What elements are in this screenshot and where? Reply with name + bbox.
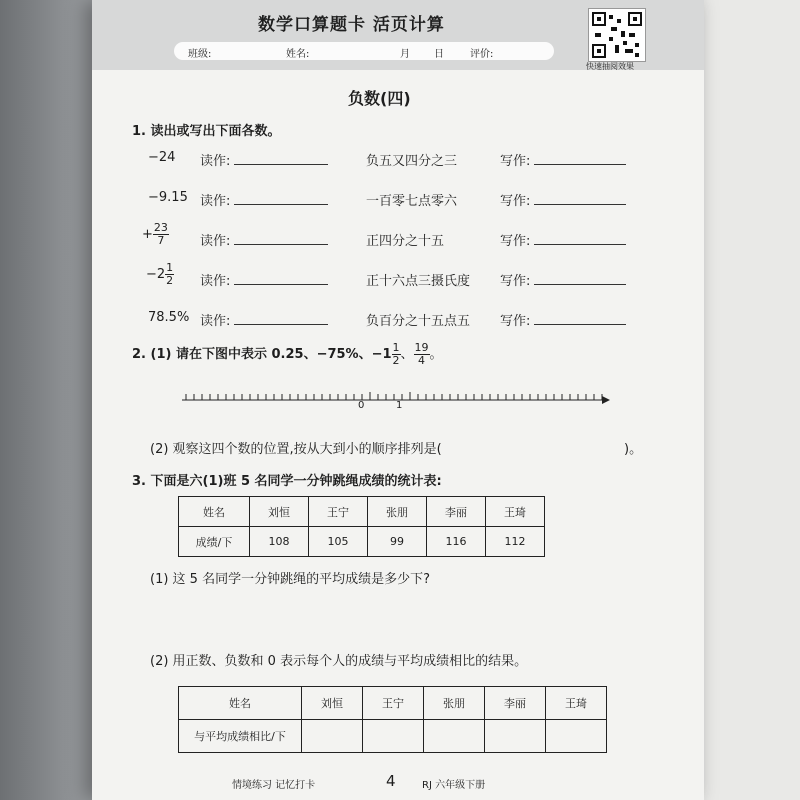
table-row (179, 720, 607, 753)
q1-word-3: 正四分之十五 (366, 234, 445, 249)
table-row (179, 497, 545, 527)
read-blank-4[interactable] (234, 284, 328, 285)
number-line-ticks (186, 392, 602, 400)
write-label-3: 写作: (500, 234, 531, 249)
write-blank-1[interactable] (534, 164, 626, 165)
table-cell: 姓名 (179, 497, 250, 527)
write-label-4: 写作: (500, 274, 531, 289)
read-blank-3[interactable] (234, 244, 328, 245)
q2-part1 (132, 342, 443, 367)
q3-sub2: (2) 用正数、负数和 0 表示每个人的成绩与平均成绩相比的结果。 (150, 654, 528, 669)
table-cell: 李丽 (427, 497, 486, 527)
fraction-neg-1-half: $\frac{1}{2}$ (392, 341, 400, 367)
plus-sign: + (142, 227, 153, 242)
page-title: 负数(四) (348, 89, 411, 108)
q1-item-1: −24 (148, 150, 176, 165)
header-band (92, 0, 704, 70)
q2-part1-text: 2. (1) 请在下图中表示 0.25、−75%、−1 (132, 347, 392, 362)
read-label-5: 读作: (200, 314, 231, 329)
fraction-19-4: $\frac{19}{4}$ (414, 341, 429, 367)
table-cell: 张朋 (368, 497, 427, 527)
read-blank-2[interactable] (234, 204, 328, 205)
q1-word-4: 正十六点三摄氏度 (366, 274, 471, 289)
q1-item-5: 78.5% (148, 310, 190, 325)
write-blank-5[interactable] (534, 324, 626, 325)
q3-sub1: (1) 这 5 名同学一分钟跳绳的平均成绩是多少下? (150, 572, 430, 587)
table-cell: 姓名 (179, 687, 302, 720)
answer-cell[interactable] (302, 720, 363, 753)
read-label-4: 读作: (200, 274, 231, 289)
suffix: 。 (429, 347, 443, 362)
table-cell: 112 (486, 527, 545, 557)
answer-cell[interactable] (485, 720, 546, 753)
q1-item-4 (146, 262, 174, 287)
table-cell: 李丽 (485, 687, 546, 720)
separator: 、 (400, 347, 414, 362)
table-row (179, 687, 607, 720)
table-cell: 王宁 (309, 497, 368, 527)
header-title: 数学口算题卡 活页计算 (258, 15, 445, 35)
underlying-page (704, 0, 800, 800)
footer-left: 情境练习 记忆打卡 (232, 780, 316, 791)
comparison-table (178, 686, 607, 753)
table-cell: 105 (309, 527, 368, 557)
worksheet-page (92, 0, 704, 800)
read-label-2: 读作: (200, 194, 231, 209)
student-info-bar (174, 42, 554, 60)
q2-part2: (2) 观察这四个数的位置,按从大到小的顺序排列是( (150, 442, 442, 457)
q2-part2-end: )。 (624, 442, 643, 457)
table-cell: 王宁 (363, 687, 424, 720)
rating-label: 评价: (470, 49, 494, 60)
fraction-1-2: $\frac{1}{2}$ (166, 261, 174, 287)
qr-caption: 快速抽阅效果 (586, 62, 634, 71)
table-cell: 与平均成绩相比/下 (179, 720, 302, 753)
read-blank-5[interactable] (234, 324, 328, 325)
q1-word-1: 负五又四分之三 (366, 154, 458, 169)
table-cell: 116 (427, 527, 486, 557)
table-cell: 99 (368, 527, 427, 557)
answer-cell[interactable] (546, 720, 607, 753)
table-cell: 王琦 (486, 497, 545, 527)
qr-code (588, 8, 646, 62)
q3-heading: 3. 下面是六(1)班 5 名同学一分钟跳绳成绩的统计表: (132, 474, 442, 489)
q1-word-5: 负百分之十五点五 (366, 314, 471, 329)
one-label: 1 (396, 400, 403, 411)
zero-label: 0 (358, 400, 365, 411)
fraction-23-7: $\frac{23}{7}$ (153, 221, 168, 247)
write-blank-2[interactable] (534, 204, 626, 205)
table-cell: 张朋 (424, 687, 485, 720)
day-label: 日 (434, 49, 444, 60)
footer-right: RJ 六年级下册 (422, 780, 486, 791)
read-label-3: 读作: (200, 234, 231, 249)
table-cell: 成绩/下 (179, 527, 250, 557)
table-row (179, 527, 545, 557)
write-label-1: 写作: (500, 154, 531, 169)
read-blank-1[interactable] (234, 164, 328, 165)
answer-cell[interactable] (363, 720, 424, 753)
name-label: 姓名: (286, 49, 310, 60)
month-label: 月 (400, 49, 410, 60)
table-cell: 王琦 (546, 687, 607, 720)
table-cell: 刘恒 (250, 497, 309, 527)
page-number: 4 (386, 772, 396, 790)
write-label-2: 写作: (500, 194, 531, 209)
q1-word-2: 一百零七点零六 (366, 194, 458, 209)
class-label: 班级: (188, 49, 212, 60)
q1-item-3 (142, 222, 169, 247)
table-cell: 刘恒 (302, 687, 363, 720)
write-label-5: 写作: (500, 314, 531, 329)
number-line[interactable] (172, 390, 612, 420)
minus-two: −2 (146, 267, 166, 282)
background-left (0, 0, 92, 800)
read-label-1: 读作: (200, 154, 231, 169)
score-table (178, 496, 545, 557)
write-blank-4[interactable] (534, 284, 626, 285)
table-cell: 108 (250, 527, 309, 557)
write-blank-3[interactable] (534, 244, 626, 245)
q1-item-2: −9.15 (148, 190, 188, 205)
answer-cell[interactable] (424, 720, 485, 753)
q1-heading: 1. 读出或写出下面各数。 (132, 124, 281, 139)
